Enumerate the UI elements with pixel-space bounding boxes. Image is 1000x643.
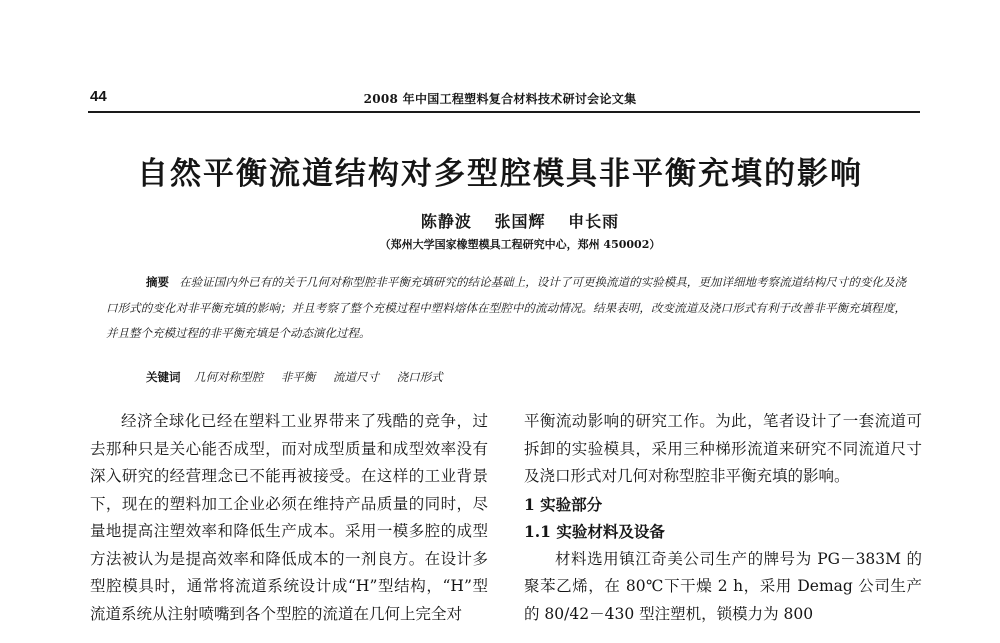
affiliation: （郑州大学国家橡塑模具工程研究中心，郑州 450002） — [379, 238, 661, 251]
keyword: 流道尺寸 — [332, 370, 379, 384]
body-paragraph: 材料选用镇江奇美公司生产的牌号为 PG－383M 的聚苯乙烯，在 80℃下干燥 2 h，采用 Demag 公司生产的 80/42－430 型注塑机，锁模力为 800 — [524, 549, 922, 623]
subsection-heading: 1.1 实验材料及设备 — [524, 522, 665, 541]
abstract — [106, 270, 906, 347]
author-list: 陈静波 张国辉 申长雨 — [420, 212, 620, 231]
running-header-title: 2008 年中国工程塑料复合材料技术研讨会论文集 — [363, 92, 637, 106]
body-paragraph: 经济全球化已经在塑料工业界带来了残酷的竞争，过去那种只是关心能否成型，而对成型质量和成型效率没有深入研究的经营理念已不能再被接受。在这样的工业背景下，现在的塑料加工企业必须在维持产品质量的同时，尽量地提高注塑效率和降低生产成本。采用一模多腔的成型方法被认为是提高效率和降低成本的一剂良方。在设计多型腔模具时，通常将流道系统设计成“H”型结构，“H”型流道系统从注射喷嘴到各个型腔的流道在几何上完全对 — [90, 412, 488, 623]
section-heading: 1 实验部分 — [524, 494, 603, 514]
keyword: 几何对称型腔 — [194, 370, 264, 384]
abstract-text: 在验证国内外已有的关于几何对称型腔非平衡充填研究的结论基础上，设计了可更换流道的实验模具，更加详细地考察流道结构尺寸的变化及浇口形式的变化对非平衡充填的影响；并且考察了整个充模过程中塑料熔体在型腔中的流动情况。结果表明，改变流道及浇口形式有利于改善非平衡充填程度，并且整个充模过程的非平衡充填是个动态演化过程。 — [106, 275, 906, 340]
body-column-right — [524, 408, 922, 628]
keywords-label: 关键词 — [146, 370, 181, 384]
body-paragraph: 平衡流动影响的研究工作。为此，笔者设计了一套流道可拆卸的实验模具，采用三种梯形流道来研究不同流道尺寸及浇口形式对几何对称型腔非平衡充填的影响。 — [524, 412, 922, 485]
keyword: 非平衡 — [280, 370, 316, 384]
header-rule — [88, 111, 920, 113]
abstract-label: 摘要 — [146, 275, 170, 289]
body-column-left — [90, 408, 488, 628]
page-number: 44 — [90, 88, 107, 105]
keywords — [146, 369, 457, 385]
paper-title: 自然平衡流道结构对多型腔模具非平衡充填的影响 — [137, 156, 863, 192]
keyword: 浇口形式 — [396, 370, 443, 384]
